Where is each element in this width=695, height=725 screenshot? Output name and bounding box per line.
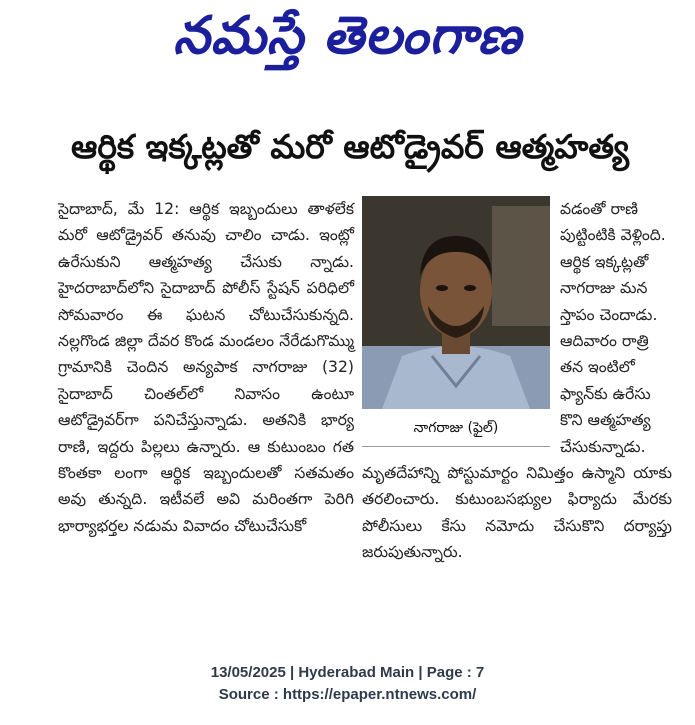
article-right-column: వడంతో రాణి పుట్టింటికి వెళ్లింది. ఆర్థిక ఇక్కట్లతో నాగరాజు మన స్తాపం చెందాడు. ఆదివారం రాత్రి తన ఇంటిలో ఫ్యాన్‌కు ఉరేసు కొని ఆత్మహత్య చేసుకున్నాడు.: [560, 200, 666, 456]
masthead-title: నమస్తే తెలంగాణ: [173, 5, 522, 66]
article-bottom-block: మృతదేహాన్ని పోస్టుమార్టం నిమిత్తం ఉస్మాని యాకు తరలించారు. కుటుంబసభ్యుల ఫిర్యాదు మేరకు పోలీసులు కేసు నమోదు చేసుకొని దర్యాప్తు జరుపుతున్నారు.: [362, 464, 672, 562]
headline-text: ఆర్థిక ఇక్కట్లతో మరో ఆటోడ్రైవర్ ఆత్మహత్య: [71, 126, 629, 166]
article-left-column: సైదాబాద్, మే 12: ఆర్థిక ఇబ్బందులు తాళలేక మరో ఆటోడ్రైవర్ తనువు చాలిం చాడు. ఇంట్లో ఉరేసుకుని ఆత్మహత్య చేసుకు న్నాడు. హైదరాబాద్‌లోని సైదాబాద్ పోలీస్ స్టేషన్ పరిధిలో సోమవారం ఈ ఘటన చోటుచేసుకున్నది. నల్లగొండ జిల్లా దేవర కొండ మండలం నేరేడుగొమ్ము గ్రామానికి చెందిన అన్యపాక నాగరాజు (32) సైదాబాద్ చింతల్‌లో నివాసం ఉంటూ ఆటోడ్రైవర్‌గా పనిచేస్తున్నాడు. అతనికి భార్య రాణి, ఇద్దరు పిల్లలు ఉన్నారు. ఆ కుటుంబం గత కొంతకా లంగా ఆర్థిక ఇబ్బందులతో సతమతం అవు తున్నది. ఇటీవలే అవి మరింతగా పెరిగి భార్యాభర్తల నడుమ వివాదం చోటుచేసుకో: [58, 200, 354, 535]
page-footer: [0, 662, 695, 706]
footer-source-link[interactable]: Source : https://epaper.ntnews.com/: [218, 686, 477, 703]
footer-edition-info: 13/05/2025 | Hyderabad Main | Page : 7: [210, 664, 485, 681]
newspaper-masthead: [0, 2, 695, 82]
article-headline: [20, 120, 680, 180]
article-photo: [362, 196, 550, 409]
photo-caption: నాగరాజు (ఫైల్): [362, 412, 550, 447]
